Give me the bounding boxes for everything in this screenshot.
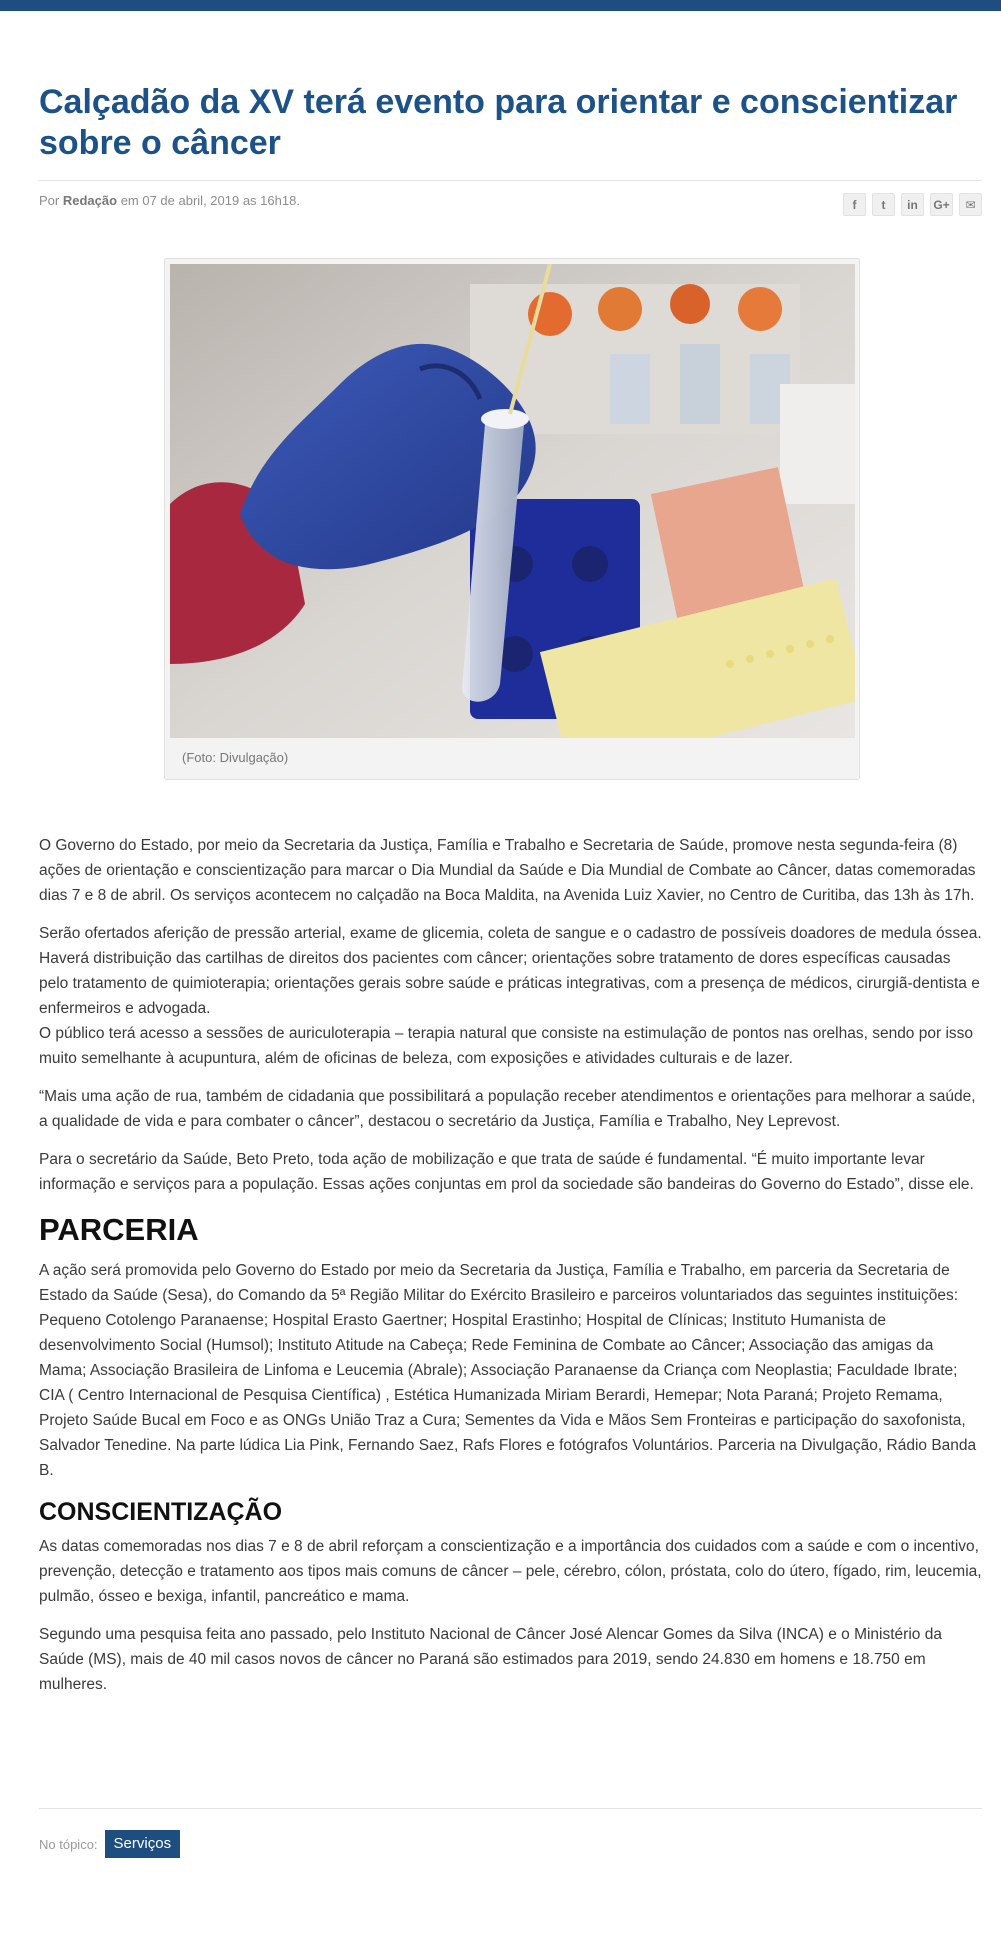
author-link[interactable]: Redação	[62, 193, 118, 208]
article-figure	[164, 258, 860, 780]
article-body	[39, 833, 982, 1710]
paragraph: Para o secretário da Saúde, Beto Preto, toda ação de mobilização e que trata de saúde é fundamental. “É muito importante levar informação e serviços para a população. Essas ações conjuntas em prol da sociedade são bandeiras do Governo do Estado”, disse ele.	[39, 1151, 974, 1193]
facebook-icon[interactable]: f	[843, 193, 866, 216]
top-bar	[0, 0, 1001, 11]
paragraph: Serão ofertados aferição de pressão arterial, exame de glicemia, coleta de sangue e o cadastro de possíveis doadores de medula óssea. Haverá distribuição das cartilhas de direitos dos pacientes com câncer; orientações sobre tratamento de dores específicas causadas pelo tratamento de quimioterapia; orientações gerais sobre saúde e práticas integrativas, com a presença de médicos, cirurgiã-dentista e enfermeiros e advogada.	[39, 925, 982, 1017]
section-heading: PARCERIA	[39, 1212, 199, 1247]
topic-tag-link[interactable]: Serviços	[105, 1830, 181, 1858]
paragraph: As datas comemoradas nos dias 7 e 8 de abril reforçam a conscientização e a importância dos cuidados com a saúde e com o incentivo, prevenção, detecção e tratamento aos tipos mais comuns de câncer – pele, cérebro, cólon, próstata, colo do útero, fígado, rim, leucemia, pulmão, ósseo e bexiga, infantil, pancreático e mama.	[39, 1538, 982, 1605]
page-title: Calçadão da XV terá evento para orientar e conscientizar sobre o câncer	[39, 83, 958, 162]
topic-row	[39, 1830, 180, 1858]
twitter-icon[interactable]: t	[872, 193, 895, 216]
paragraph: O Governo do Estado, por meio da Secretaria da Justiça, Família e Trabalho e Secretaria de Saúde, promove nesta segunda-feira (8) ações de orientação e conscientização para marcar o Dia Mundial da Saúde e Dia Mundial de Combate ao Câncer, datas comemoradas dias 7 e 8 de abril. Os serviços acontecem no calçadão na Boca Maldita, na Avenida Luiz Xavier, no Centro de Curitiba, das 13h às 17h.	[39, 837, 976, 904]
image-caption: (Foto: Divulgação)	[182, 750, 289, 765]
topic-label: No tópico:	[39, 1836, 98, 1852]
paragraph: A ação será promovida pelo Governo do Estado por meio da Secretaria da Justiça, Família e Trabalho, em parceria da Secretaria de Estado da Saúde (Sesa), do Comando da 5ª Região Militar do Exército Brasileiro e parceiros voluntariados das seguintes instituições: Pequeno Cotolengo Paranaense; Hospital Erasto Gaertner; Hospital Erastinho; Hospital de Clínicas; Instituto Humanista de desenvolvimento Social (Humsol); Instituto Atitude na Cabeça; Rede Feminina de Combate ao Câncer; Associação das amigas da Mama; Associação Brasileira de Linfoma e Leucemia (Abrale); Associação Paranaense da Criança com Neoplastia; Faculdade Ibrate; CIA ( Centro Internacional de Pesquisa Científica) , Estética Humanizada Miriam Berardi, Hemepar; Nota Paraná; Projeto Remama, Projeto Saúde Bucal em Foco e as ONGs União Traz a Cura; Sementes da Vida e Mãos Sem Fronteiras e participação do saxofonista, Salvador Tenedine. Na parte lúdica Lia Pink, Fernando Saez, Rafs Flores e fotógrafos Voluntários. Parceria na Divulgação, Rádio Banda B.	[39, 1262, 977, 1479]
byline-prefix: Por	[39, 193, 60, 208]
paragraph: Segundo uma pesquisa feita ano passado, pelo Instituto Nacional de Câncer José Alencar Gomes da Silva (INCA) e o Ministério da Saúde (MS), mais de 40 mil casos novos de câncer no Paraná são estimados para 2019, sendo 24.830 em homens e 18.750 em mulheres.	[39, 1626, 942, 1693]
paragraph: O público terá acesso a sessões de auriculoterapia – terapia natural que consiste na estimulação de pontos nas orelhas, sendo por isso muito semelhante à acupuntura, além de oficinas de beleza, com exposições e atividades culturais e de lazer.	[39, 1025, 974, 1067]
linkedin-icon[interactable]: in	[901, 193, 924, 216]
divider	[39, 180, 982, 181]
lab-test-tube-illustration	[170, 264, 855, 738]
article-photo	[170, 264, 855, 738]
section-heading: CONSCIENTIZAÇÃO	[39, 1498, 283, 1526]
publish-date: em 07 de abril, 2019 as 16h18.	[120, 193, 300, 208]
email-icon[interactable]: ✉	[959, 193, 982, 216]
share-bar	[843, 193, 982, 216]
byline	[39, 193, 300, 208]
paragraph: “Mais uma ação de rua, também de cidadania que possibilitará a população receber atendimentos e orientações para melhorar a saúde, a qualidade de vida e para combater o câncer”, destacou o secretário da Justiça, Família e Trabalho, Ney Leprevost.	[39, 1088, 976, 1130]
divider	[39, 1808, 982, 1809]
google-plus-icon[interactable]: G+	[930, 193, 953, 216]
